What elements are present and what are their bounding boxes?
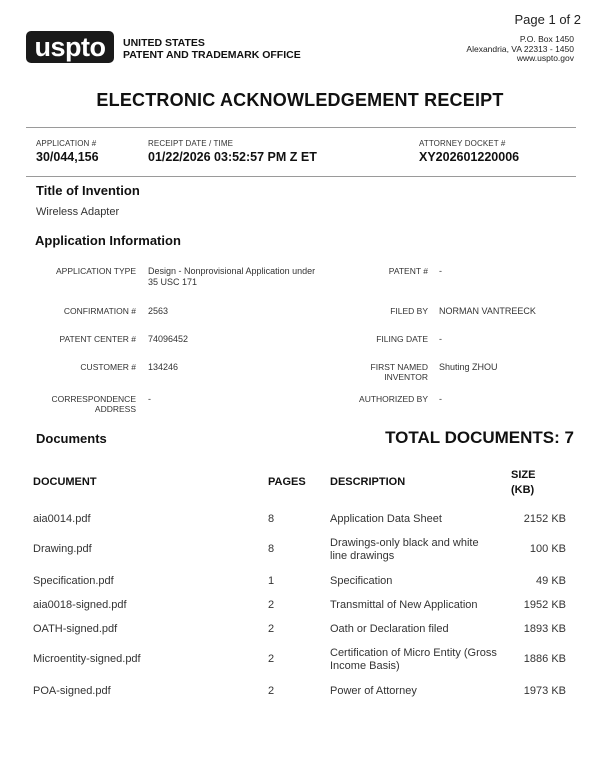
- document-pages: 2: [268, 599, 275, 611]
- document-filename: Microentity-signed.pdf: [33, 653, 141, 665]
- application-type-value: Design - Nonprovisional Application under 35 USC 171: [148, 266, 316, 287]
- first-inventor-label: FIRST NAMED INVENTOR: [370, 362, 428, 382]
- correspondence-address-value: -: [148, 394, 151, 404]
- patent-center-label: PATENT CENTER #: [59, 334, 136, 344]
- document-pages: 2: [268, 653, 275, 665]
- attorney-docket-label: ATTORNEY DOCKET #: [419, 139, 506, 148]
- page-title: ELECTRONIC ACKNOWLEDGEMENT RECEIPT: [96, 90, 504, 110]
- total-documents: TOTAL DOCUMENTS: 7: [385, 428, 574, 447]
- document-filename: OATH-signed.pdf: [33, 623, 118, 635]
- document-description: Application Data Sheet: [330, 513, 442, 525]
- document-size: 1886 KB: [523, 653, 566, 665]
- application-number: 30/044,156: [36, 150, 99, 164]
- document-filename: aia0014.pdf: [33, 513, 91, 525]
- office-name: [123, 37, 301, 61]
- authorized-by-label: AUTHORIZED BY: [359, 394, 428, 404]
- documents-heading: Documents: [36, 431, 107, 446]
- column-header-pages: PAGES: [268, 476, 306, 488]
- document-description: Power of Attorney: [330, 685, 417, 697]
- document-pages: 8: [268, 543, 275, 555]
- divider-top: [26, 127, 576, 128]
- address-po-box: P.O. Box 1450: [519, 34, 574, 44]
- authorized-by-value: -: [439, 394, 442, 404]
- patent-number-label: PATENT #: [388, 266, 428, 276]
- patent-center-value: 74096452: [148, 334, 189, 344]
- document-size: 2152 KB: [523, 513, 566, 525]
- filed-by-value: NORMAN VANTREECK: [439, 306, 536, 316]
- confirmation-label: CONFIRMATION #: [63, 306, 136, 316]
- customer-value: 134246: [148, 362, 179, 372]
- receipt-date: 01/22/2026 03:52:57 PM Z ET: [148, 150, 317, 164]
- correspondence-address-label: CORRESPONDENCE ADDRESS: [51, 394, 136, 414]
- document-size: 1952 KB: [523, 599, 566, 611]
- invention-heading: Title of Invention: [36, 183, 140, 198]
- document-size: 1973 KB: [523, 685, 566, 697]
- document-size: 100 KB: [529, 543, 566, 555]
- uspto-logo: uspto: [26, 31, 114, 63]
- document-pages: 1: [268, 575, 275, 587]
- application-info-heading: Application Information: [35, 233, 181, 248]
- filing-date-value: -: [439, 334, 442, 344]
- page-number: Page 1 of 2: [514, 12, 581, 27]
- column-header-document: DOCUMENT: [33, 476, 97, 488]
- filed-by-label: FILED BY: [390, 306, 428, 316]
- office-address: [466, 35, 574, 64]
- document-description: Certification of Micro Entity (Gross Income Basis): [330, 647, 497, 672]
- document-size: 49 KB: [536, 575, 566, 587]
- document-size: 1893 KB: [523, 623, 566, 635]
- first-inventor-value: Shuting ZHOU: [439, 362, 498, 372]
- document-description: Oath or Declaration filed: [330, 623, 449, 635]
- attorney-docket: XY202601220006: [419, 150, 520, 164]
- office-name-line1: UNITED STATES: [123, 37, 205, 49]
- document-filename: POA-signed.pdf: [33, 685, 111, 697]
- document-pages: 8: [268, 513, 275, 525]
- document-description: Drawings-only black and white line drawings: [330, 537, 479, 562]
- document-filename: Drawing.pdf: [33, 543, 92, 555]
- document-pages: 2: [268, 623, 275, 635]
- office-name-line2: PATENT AND TRADEMARK OFFICE: [123, 49, 301, 61]
- column-header-size: SIZE (KB): [511, 469, 536, 496]
- document-description: Transmittal of New Application: [330, 599, 478, 611]
- address-city: Alexandria, VA 22313 - 1450: [466, 43, 574, 54]
- application-type-label: APPLICATION TYPE: [56, 266, 136, 276]
- address-website: www.uspto.gov: [516, 53, 574, 63]
- document-filename: Specification.pdf: [33, 575, 114, 587]
- customer-label: CUSTOMER #: [80, 362, 136, 372]
- divider-bottom: [26, 176, 576, 177]
- confirmation-value: 2563: [148, 306, 169, 316]
- invention-title: Wireless Adapter: [36, 206, 120, 218]
- receipt-date-label: RECEIPT DATE / TIME: [148, 139, 234, 148]
- filing-date-label: FILING DATE: [376, 334, 428, 344]
- document-description: Specification: [330, 575, 393, 587]
- patent-number-value: -: [439, 266, 442, 276]
- application-number-label: APPLICATION #: [36, 139, 97, 148]
- document-filename: aia0018-signed.pdf: [33, 599, 127, 611]
- column-header-description: DESCRIPTION: [330, 476, 406, 488]
- document-pages: 2: [268, 685, 275, 697]
